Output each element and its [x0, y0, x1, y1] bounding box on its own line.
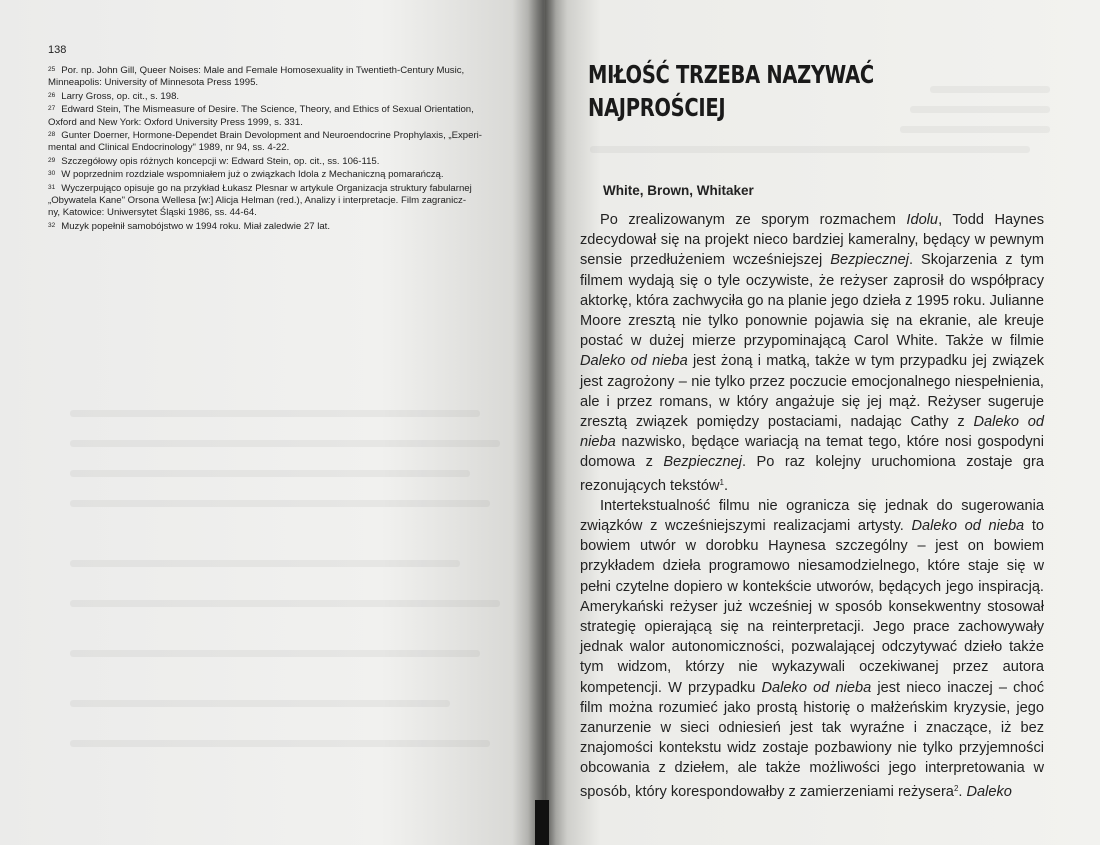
gutter-shadow [535, 800, 549, 845]
footnote-number: 26 [48, 91, 56, 99]
footnote-ref: 2 [953, 783, 959, 793]
footnote-number: 30 [48, 170, 56, 178]
show-through-line [70, 500, 490, 507]
footnote-text: Oxford and New York: Oxford University Press 1999, s. 331. [48, 116, 303, 128]
section-heading: White, Brown, Whitaker [603, 183, 754, 198]
text-run: jest żoną i matką, także w tym przypadku jej związek jest zagrożony – nie tylko przez poczucie emocjonalnego niespełnienia, ale i przez romans, w który angażuje się jej mąż. Reżyser sugeruje zresztą związek pomiędzy postaciami, nadając Cathy z [580, 353, 1044, 431]
italic-title: Daleko od nieba [580, 414, 1044, 451]
show-through-line [70, 600, 500, 607]
show-through-line [70, 410, 480, 417]
footnote-continuation [48, 77, 518, 89]
footnote-number: 25 [48, 66, 56, 73]
footnote [48, 90, 518, 103]
text-run: . [958, 783, 967, 800]
footnote-number: 29 [48, 156, 56, 164]
footnote-text: Szczegółowy opis różnych koncepcji w: Edward Stein, op. cit., ss. 106-115. [61, 155, 380, 167]
footnote-number: 32 [48, 221, 56, 229]
footnote [48, 182, 518, 195]
chapter-title-line: NAJPROŚCIEJ [588, 93, 726, 122]
footnote-continuation [48, 117, 518, 129]
text-run: jest nieco inaczej – choć film można rozumieć jako prostą historię o małżeńskim kryzysie, jego zanurzenie w sieci odniesień jest tak wyraźne i znaczące, iż bez znajomości kontekstu widz zostaje pozbawiony nie tylko przyjemności obcowania z dziełem, ale także możliwości jego interpretowania w sposób, który korespondowałby z zamierzeniami reżysera [580, 679, 1044, 800]
footnote-text: Minneapolis: University of Minnesota Press 1995. [48, 77, 259, 89]
footnote [48, 168, 518, 181]
italic-title: Daleko od nieba [911, 518, 1025, 535]
show-through-line [590, 146, 1030, 153]
text-run: Po zrealizowanym ze sporym rozmachem [600, 212, 907, 228]
footnote [48, 220, 518, 233]
footnote [48, 129, 518, 142]
text-run: to bowiem utwór w dorobku Haynesa szczególny – jest on bowiem przykładem dzieła programowo niesamodzielnego, które staje się w pełni czytelne dopiero w kontekście utworów, będących jego inspiracją. Amerykański reżyser już wcześniej w sposób konsekwentny stosował strategię opierającą się na reinterpretacji. Jego prace zachowywały jednak walor autonomiczności, pozwalającej odczytywać dzieło także tym widzom, którzy nie wykazywali oczekiwanej przez autora kompetencji. W przypadku [580, 518, 1045, 696]
italic-title: Bezpiecznej [830, 252, 909, 269]
footnote-text: Edward Stein, The Mismeasure of Desire. The Science, Theory, and Ethics of Sexual Orientation, [61, 104, 474, 116]
text-run: nazwisko, będące wariacją na temat tego, które nosi gospodyni domowa z [580, 434, 1044, 471]
footnote-text: Muzyk popełnił samobójstwo w 1994 roku. Miał zaledwie 27 lat. [61, 220, 330, 232]
footnote-text: Por. np. John Gill, Queer Noises: Male and Female Homosexuality in Twentieth-Century Music, [61, 65, 465, 76]
footnote-text: Gunter Doerner, Hormone-Dependet Brain Devolopment and Neuroendocrine Prophylaxis, „Experi- [61, 130, 482, 142]
footnote-text: mental and Clinical Endocrinology" 1989, nr 94, ss. 4-22. [48, 142, 290, 154]
text-run: Intertekstualność filmu nie ogranicza się jednak do sugerowania związków z wcześniejszymi realizacjami artysty. [580, 497, 1044, 535]
show-through-line [900, 126, 1050, 133]
footnote-number: 28 [48, 131, 56, 139]
show-through-line [70, 470, 470, 477]
paragraph [580, 210, 1044, 496]
italic-title: Bezpiecznej [663, 454, 743, 471]
italic-title: Idolu [906, 212, 939, 228]
italic-title: Daleko [966, 783, 1012, 800]
footnote-continuation [48, 142, 518, 154]
chapter-title [588, 58, 923, 124]
footnote [48, 103, 518, 116]
show-through-line [70, 440, 500, 447]
page-number: 138 [48, 44, 67, 56]
paragraph [580, 496, 1044, 802]
footnote-number: 31 [48, 183, 56, 191]
footnotes-list [48, 64, 518, 233]
chapter-title-line: MIŁOŚĆ TRZEBA NAZYWAĆ [588, 60, 874, 89]
show-through-line [70, 560, 460, 567]
left-page [0, 0, 545, 845]
footnote-text: Larry Gross, op. cit., s. 198. [61, 90, 180, 102]
body-text [580, 210, 1044, 802]
footnote-number: 27 [48, 105, 56, 113]
footnote-text: ny, Katowice: Uniwersytet Śląski 1986, ss. 44-64. [48, 207, 257, 219]
show-through-line [930, 86, 1050, 93]
footnote [48, 155, 518, 168]
footnote-text: Wyczerpująco opisuje go na przykład Łukasz Plesnar w artykule Organizacja struktury fabularnej [61, 182, 472, 194]
footnote [48, 64, 518, 77]
footnote-continuation [48, 207, 518, 219]
footnote-ref: 1 [719, 477, 724, 487]
show-through-line [70, 650, 480, 657]
italic-title: Daleko od nieba [580, 353, 688, 370]
show-through-line [910, 106, 1050, 113]
footnote-continuation [48, 195, 518, 207]
text-run: . Po raz kolejny uruchomiona zostaje gra rezonujących tekstów [580, 454, 1044, 494]
text-run: . Skojarzenia z tym filmem wydają się o tyle oczywiste, że reżyser zaprosił do współpracy aktorkę, która zachwyciła go na planie jego dzieła z 1995 roku. Julianne Moore zresztą nie tylko ponownie pojawia się na ekranie, ale kreuje postać w dużej mierze przypominającą Carol White. Także w filmie [580, 252, 1044, 350]
show-through-line [70, 700, 450, 707]
footnote-text: W poprzednim rozdziale wspomniałem już o związkach Idola z Mechaniczną pomarańczą. [61, 169, 444, 181]
text-run: , Todd Haynes zdecydował się na projekt nieco bardziej kameralny, będący w pewnym sensie przedłużeniem wcześniejszej [580, 212, 1045, 269]
text-run: . [723, 477, 729, 494]
show-through-line [70, 740, 490, 747]
footnote-text: „Obywatela Kane" Orsona Wellesa [w:] Alicja Helman (red.), Analizy i interpretacje. Film zagranicz- [48, 195, 467, 207]
italic-title: Daleko od nieba [761, 679, 872, 696]
book-gutter [528, 0, 556, 845]
